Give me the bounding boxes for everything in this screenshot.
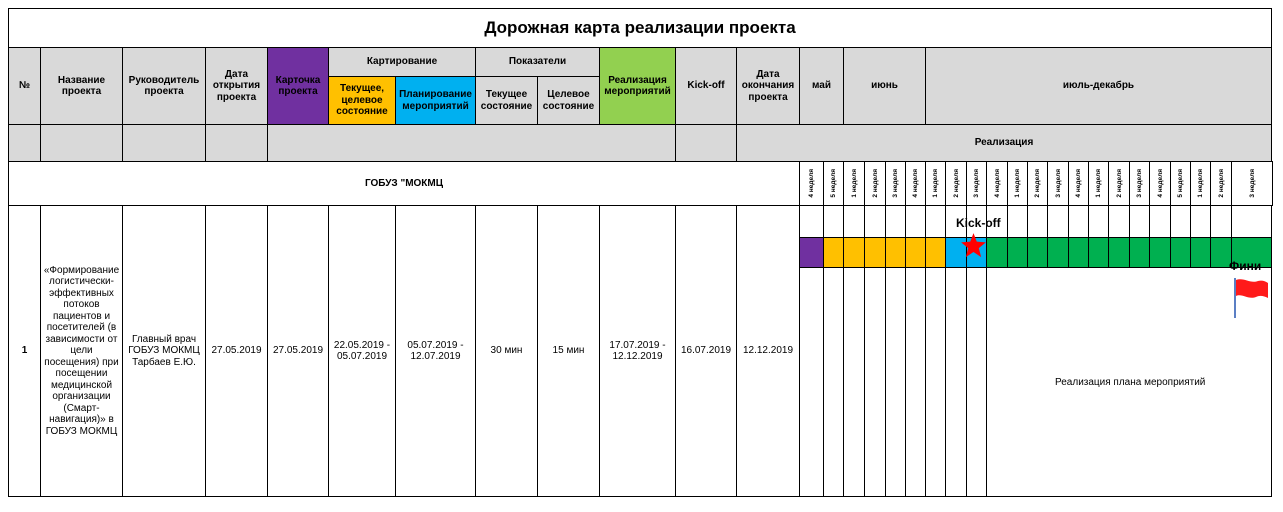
gantt-bar-divider <box>945 237 946 268</box>
week-label: 1 неделя <box>1095 169 1102 198</box>
week-header <box>823 161 844 206</box>
week-header <box>986 161 1008 206</box>
week-label: 3 неделя <box>1248 169 1256 198</box>
week-header <box>945 161 967 206</box>
week-header <box>905 161 926 206</box>
row-project-head: Главный врач ГОБУЗ МОКМЦ Тарбаев Е.Ю. <box>122 205 206 497</box>
week-label: 3 неделя <box>1054 169 1062 198</box>
row-implementation: 17.07.2019 - 12.12.2019 <box>599 205 676 497</box>
week-label: 2 неделя <box>871 169 879 198</box>
gantt-bar-divider <box>1190 237 1191 268</box>
row-end-date: 12.12.2019 <box>736 205 800 497</box>
gantt-bar-divider <box>925 237 926 268</box>
header-implementation: Реализация мероприятий <box>599 47 676 125</box>
week-header <box>799 161 824 206</box>
week-label: 4 неделя <box>808 169 815 198</box>
gantt-bar-divider <box>905 237 906 268</box>
week-header <box>1108 161 1130 206</box>
gantt-grid-line <box>1231 205 1232 237</box>
header-open-date: Дата открытия проекта <box>205 47 268 125</box>
header2-middle <box>267 124 676 162</box>
week-header <box>1210 161 1232 206</box>
gantt-bar-divider <box>1129 237 1130 268</box>
gantt-bar-card <box>799 237 824 268</box>
header-current-target: Текущее, целевое состояние <box>328 76 396 125</box>
gantt-bar-divider <box>1088 237 1089 268</box>
gantt-bar-divider <box>1047 237 1048 268</box>
gantt-bar-divider <box>1007 237 1008 268</box>
gantt-grid-line <box>1210 205 1211 237</box>
row-num: 1 <box>8 205 41 497</box>
page-title: Дорожная карта реализации проекта <box>8 8 1272 48</box>
row-kickoff: 16.07.2019 <box>675 205 737 497</box>
gantt-bar-divider <box>1170 237 1171 268</box>
gantt-grid-line <box>1068 205 1069 237</box>
header-month-june: июнь <box>843 47 926 125</box>
header-mapping: Картирование <box>328 47 476 77</box>
week-header <box>1170 161 1191 206</box>
week-header <box>1068 161 1089 206</box>
gantt-bar-divider <box>1210 237 1211 268</box>
header-planning: Планирование мероприятий <box>395 76 476 125</box>
gantt-bar-divider <box>843 237 844 268</box>
week-header <box>885 161 906 206</box>
row-target-state: 15 мин <box>537 205 600 497</box>
week-label: 1 неделя <box>932 169 939 198</box>
star-icon <box>960 232 987 259</box>
header-indicators: Показатели <box>475 47 600 77</box>
gantt-bar-divider <box>1027 237 1028 268</box>
gantt-grid-line <box>1027 205 1028 237</box>
week-label: 1 неделя <box>1197 169 1204 198</box>
gantt-kickoff-label: Kick-off <box>956 216 1001 230</box>
header-project-card: Карточка проекта <box>267 47 329 125</box>
gantt-grid-line <box>1149 205 1150 237</box>
gantt-grid-line <box>1129 205 1130 237</box>
gantt-plan-label: Реализация плана мероприятий <box>1055 377 1206 388</box>
week-label: 3 неделя <box>1136 169 1143 198</box>
header-month-may: май <box>799 47 844 125</box>
header-month-jul-dec: июль-декабрь <box>925 47 1272 125</box>
week-label: 5 неделя <box>1177 169 1184 198</box>
gantt-grid-line <box>1088 205 1089 237</box>
week-header <box>966 161 987 206</box>
week-header <box>1231 161 1273 206</box>
row-current-target: 22.05.2019 - 05.07.2019 <box>328 205 396 497</box>
header-target-state: Целевое состояние <box>537 76 600 125</box>
finish-flag-icon <box>1230 276 1270 320</box>
header2-open-date <box>205 124 268 162</box>
week-header <box>1149 161 1171 206</box>
week-header <box>925 161 946 206</box>
header-project-head: Руководитель проекта <box>122 47 206 125</box>
week-label: 3 неделя <box>892 169 899 198</box>
gantt-bar-divider <box>864 237 865 268</box>
row-card-date: 27.05.2019 <box>267 205 329 497</box>
header-current-state: Текущее состояние <box>475 76 538 125</box>
week-label: 2 неделя <box>1034 169 1041 198</box>
header2-head <box>122 124 206 162</box>
gantt-finish-label: Фини <box>1229 259 1262 273</box>
gantt-grid-line <box>1170 205 1171 237</box>
week-label: 1 неделя <box>1014 169 1021 198</box>
week-header <box>1190 161 1211 206</box>
gantt-bar-divider <box>1068 237 1069 268</box>
week-header <box>1129 161 1150 206</box>
gantt-grid-line <box>1108 205 1109 237</box>
header-realization: Реализация <box>736 124 1272 162</box>
week-label: 2 неделя <box>1217 169 1225 198</box>
gantt-grid-line <box>1047 205 1048 237</box>
week-label: 1 неделя <box>850 169 858 198</box>
week-label: 4 неделя <box>912 169 919 198</box>
week-label: 2 неделя <box>952 169 960 198</box>
week-label: 4 неделя <box>993 169 1001 198</box>
gantt-bar-divider <box>823 237 824 268</box>
week-header <box>864 161 886 206</box>
gantt-bar-divider <box>885 237 886 268</box>
week-header <box>1007 161 1028 206</box>
header-end-date: Дата окончания проекта <box>736 47 800 125</box>
week-header <box>843 161 865 206</box>
row-project-name: «Формирование логистически-эффективных потоков пациентов и посетителей (в зависимости от цели посещения) при посещении медицинской организации (Смарт-навигация)» в ГОБУЗ МОКМЦ <box>40 205 123 497</box>
week-label: 2 неделя <box>1115 169 1123 198</box>
week-label: 3 неделя <box>973 169 980 198</box>
header2-kickoff <box>675 124 737 162</box>
gantt-bar-divider <box>1149 237 1150 268</box>
gantt-grid-line <box>1007 205 1008 237</box>
gantt-grid-line <box>1190 205 1191 237</box>
header2-num <box>8 124 41 162</box>
week-label: 4 неделя <box>1156 169 1164 198</box>
week-header <box>1027 161 1048 206</box>
gantt-bar-divider <box>1108 237 1109 268</box>
org-name: ГОБУЗ "МОКМЦ <box>8 161 800 206</box>
week-header <box>1088 161 1109 206</box>
header2-name <box>40 124 123 162</box>
week-header <box>1047 161 1069 206</box>
week-label: 5 неделя <box>830 169 837 198</box>
row-planning: 05.07.2019 - 12.07.2019 <box>395 205 476 497</box>
row-open-date: 27.05.2019 <box>205 205 268 497</box>
header-kickoff: Kick-off <box>675 47 737 125</box>
header-project-name: Название проекта <box>40 47 123 125</box>
row-current-state: 30 мин <box>475 205 538 497</box>
week-label: 4 неделя <box>1075 169 1082 198</box>
header-num: № <box>8 47 41 125</box>
